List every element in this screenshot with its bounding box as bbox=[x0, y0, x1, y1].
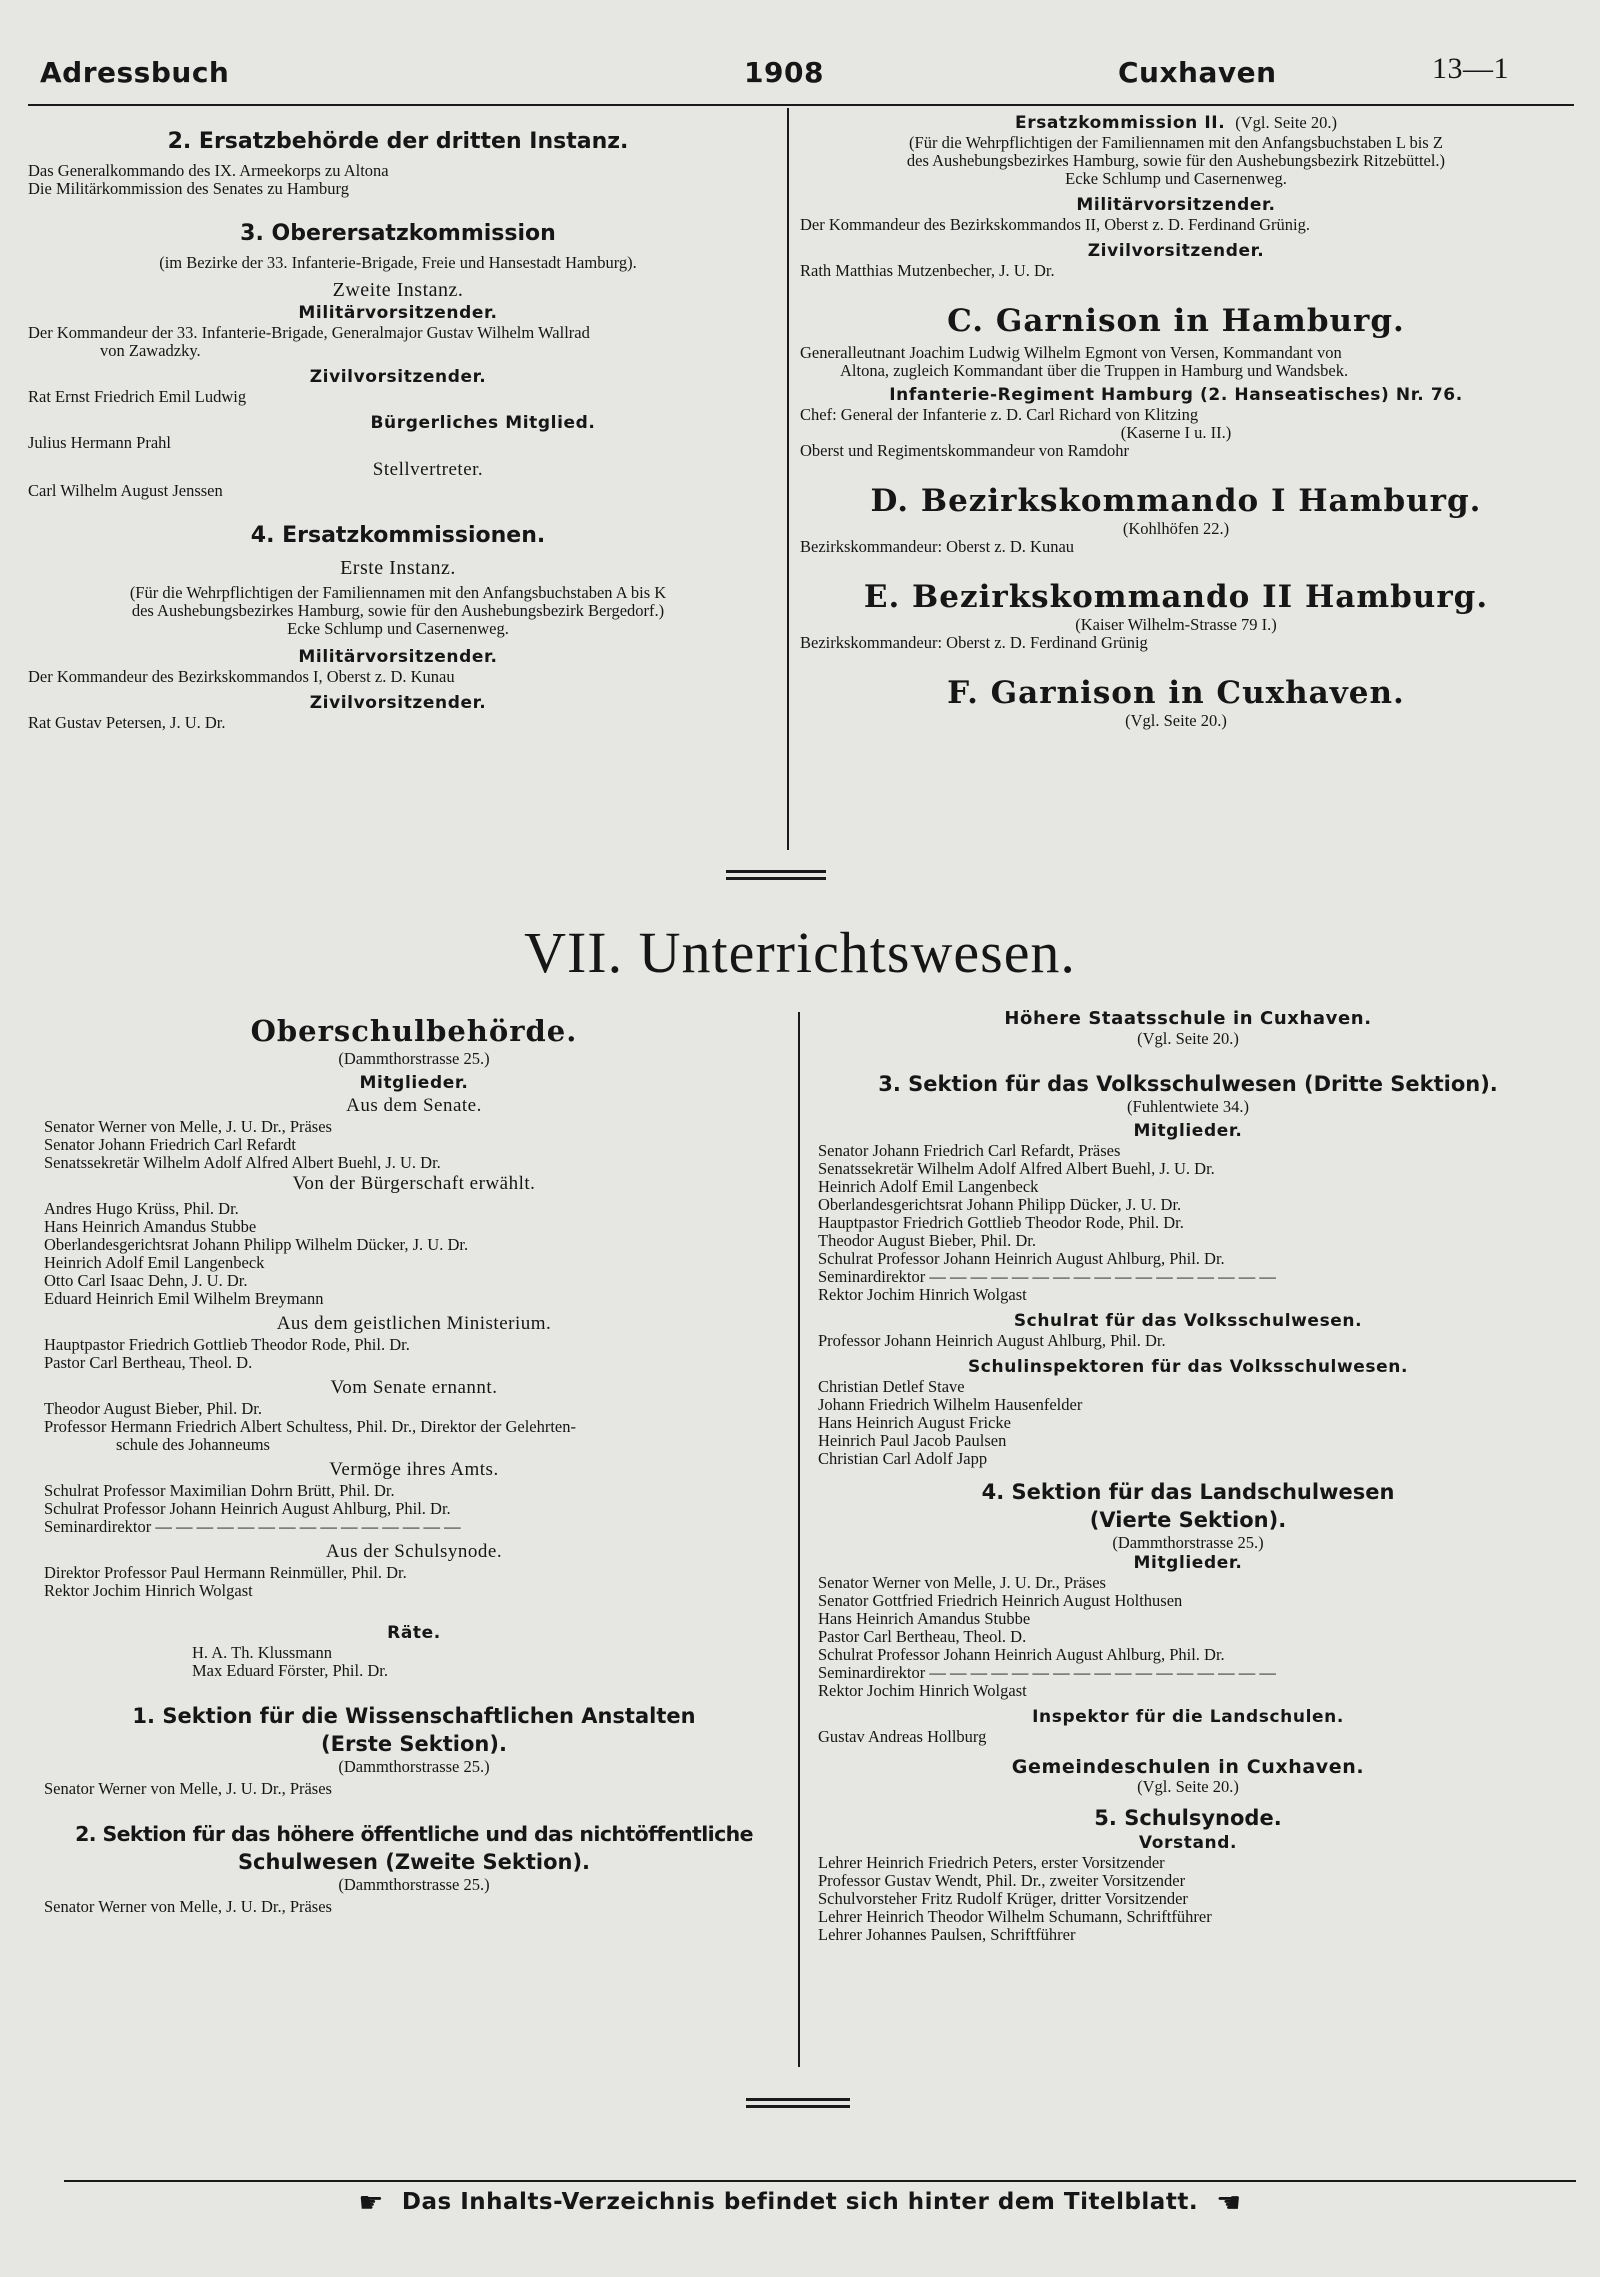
text-line: (im Bezirke der 33. Infanterie-Brigade, Freie und Hansestadt Hamburg). bbox=[159, 253, 637, 272]
list-item: Lehrer Heinrich Friedrich Peters, erster Vorsitzender bbox=[818, 1853, 1165, 1872]
list-item: Otto Carl Isaac Dehn, J. U. Dr. bbox=[44, 1271, 248, 1290]
list-item: Seminardirektor — — — — — — — — — — — — — — — — — bbox=[818, 1663, 1276, 1682]
address: (Dammthorstrasse 25.) bbox=[338, 1875, 490, 1894]
list-item: Professor Johann Heinrich August Ahlburg, Phil. Dr. bbox=[818, 1331, 1166, 1350]
section-title: 2. Ersatzbehörde der dritten Instanz. bbox=[167, 129, 629, 154]
text-line: Bezirkskommandeur: Oberst z. D. Kunau bbox=[800, 537, 1075, 556]
section-title: Ersatzkommission II. bbox=[1015, 113, 1226, 133]
list-item: Theodor August Bieber, Phil. Dr. bbox=[44, 1399, 262, 1418]
column-divider-bottom bbox=[798, 1012, 800, 2067]
subheading: Aus dem Senate. bbox=[346, 1095, 482, 1116]
subheading: Vom Senate ernannt. bbox=[330, 1377, 498, 1398]
list-item: Schulvorsteher Fritz Rudolf Krüger, dritter Vorsitzender bbox=[818, 1889, 1188, 1908]
text-line: Altona, zugleich Kommandant über die Truppen in Hamburg und Wandsbek. bbox=[840, 361, 1349, 380]
text-line: des Aushebungsbezirkes Hamburg, sowie für den Aushebungsbezirk Ritzebüttel.) bbox=[906, 151, 1446, 170]
list-item: Schulrat Professor Johann Heinrich August Ahlburg, Phil. Dr. bbox=[818, 1645, 1225, 1664]
top-left-column bbox=[28, 128, 768, 732]
list-item: Senator Werner von Melle, J. U. Dr., Präses bbox=[44, 1117, 332, 1136]
text-line: Rat Gustav Petersen, J. U. Dr. bbox=[28, 713, 226, 732]
section-title: 3. Oberersatzkommission bbox=[240, 221, 556, 246]
list-item: Pastor Carl Bertheau, Theol. D. bbox=[818, 1627, 1027, 1646]
text-line: Rath Matthias Mutzenbecher, J. U. Dr. bbox=[800, 261, 1055, 280]
list-item: Rektor Jochim Hinrich Wolgast bbox=[818, 1285, 1027, 1304]
section-title: Höhere Staatsschule in Cuxhaven. bbox=[1004, 1008, 1372, 1029]
text-line: von Zawadzky. bbox=[100, 341, 201, 360]
pointing-hand-left-icon: ☚ bbox=[1216, 2186, 1242, 2219]
list-item: Seminardirektor — — — — — — — — — — — — — — — bbox=[44, 1517, 461, 1536]
role-label: Militärvorsitzender. bbox=[1076, 195, 1276, 215]
regiment-label: Infanterie-Regiment Hamburg (2. Hanseatisches) Nr. 76. bbox=[889, 385, 1463, 405]
page-reference: (Vgl. Seite 20.) bbox=[1137, 1029, 1239, 1048]
list-item: Professor Hermann Friedrich Albert Schultess, Phil. Dr., Direktor der Gelehrten- bbox=[44, 1417, 577, 1436]
section-title: 5. Schulsynode. bbox=[1094, 1806, 1282, 1830]
list-item: Eduard Heinrich Emil Wilhelm Breymann bbox=[44, 1289, 324, 1308]
text-line: Das Generalkommando des IX. Armeekorps zu Altona bbox=[28, 161, 389, 180]
text-line: Generalleutnant Joachim Ludwig Wilhelm Egmont von Versen, Kommandant von bbox=[800, 343, 1342, 362]
header-year: 1908 bbox=[744, 56, 824, 89]
list-item: Hans Heinrich August Fricke bbox=[818, 1413, 1011, 1432]
list-item: Senatssekretär Wilhelm Adolf Alfred Albert Buehl, J. U. Dr. bbox=[44, 1153, 441, 1172]
text-line: Carl Wilhelm August Jenssen bbox=[28, 481, 223, 500]
role-label: Mitglieder. bbox=[1133, 1121, 1243, 1141]
text-line: Der Kommandeur des Bezirkskommandos II, Oberst z. D. Ferdinand Grünig. bbox=[800, 215, 1311, 234]
section-title: Schulwesen (Zweite Sektion). bbox=[237, 1850, 591, 1874]
list-item: Heinrich Paul Jacob Paulsen bbox=[818, 1431, 1007, 1450]
subheading: Aus der Schulsynode. bbox=[325, 1541, 503, 1562]
list-item: schule des Johanneums bbox=[116, 1435, 270, 1454]
bottom-right-column bbox=[818, 1008, 1558, 1944]
address: (Kaiser Wilhelm-Strasse 79 I.) bbox=[1075, 615, 1277, 634]
top-right-column bbox=[800, 112, 1552, 730]
list-item: Christian Carl Adolf Japp bbox=[818, 1449, 988, 1468]
section-title: 4. Ersatzkommissionen. bbox=[250, 523, 546, 548]
role-label: Schulrat für das Volksschulwesen. bbox=[1013, 1311, 1363, 1331]
section-title: (Erste Sektion). bbox=[321, 1732, 507, 1756]
role-label: Zivilvorsitzender. bbox=[1087, 241, 1265, 261]
role-label: Zivilvorsitzender. bbox=[309, 693, 487, 713]
footer-rule bbox=[64, 2180, 1576, 2182]
text-line: Julius Hermann Prahl bbox=[28, 433, 171, 452]
address: (Dammthorstrasse 25.) bbox=[338, 1049, 490, 1068]
section-title: (Vierte Sektion). bbox=[1089, 1508, 1287, 1532]
subheading: Aus dem geistlichen Ministerium. bbox=[276, 1313, 552, 1334]
list-item: Andres Hugo Krüss, Phil. Dr. bbox=[44, 1199, 239, 1218]
list-item: Senatssekretär Wilhelm Adolf Alfred Albert Buehl, J. U. Dr. bbox=[818, 1159, 1215, 1178]
address: (Dammthorstrasse 25.) bbox=[338, 1757, 490, 1776]
text-line: Rat Ernst Friedrich Emil Ludwig bbox=[28, 387, 247, 406]
section-heading: F. Garnison in Cuxhaven. bbox=[947, 675, 1405, 711]
list-item: Seminardirektor — — — — — — — — — — — — — — — — — bbox=[818, 1267, 1276, 1286]
page-reference: (Vgl. Seite 20.) bbox=[1235, 113, 1337, 132]
role-label: Vorstand. bbox=[1138, 1833, 1238, 1853]
text-line: Ecke Schlump und Casernenweg. bbox=[287, 619, 509, 638]
list-item: Rektor Jochim Hinrich Wolgast bbox=[44, 1581, 253, 1600]
role-label: Mitglieder. bbox=[1133, 1553, 1243, 1573]
subheading: Stellvertreter. bbox=[372, 459, 484, 480]
footer-note bbox=[0, 2186, 1600, 2219]
role-label: Bürgerliches Mitglied. bbox=[370, 413, 596, 433]
pointing-hand-right-icon: ☛ bbox=[358, 2186, 384, 2219]
text-line: (Für die Wehrpflichtigen der Familiennamen mit den Anfangsbuchstaben L bis Z bbox=[909, 133, 1443, 152]
list-item: Gustav Andreas Hollburg bbox=[818, 1727, 987, 1746]
list-item: Senator Johann Friedrich Carl Refardt bbox=[44, 1135, 297, 1154]
list-item: Pastor Carl Bertheau, Theol. D. bbox=[44, 1353, 253, 1372]
text-line: Chef: General der Infanterie z. D. Carl Richard von Klitzing bbox=[800, 405, 1199, 424]
list-item: Lehrer Heinrich Theodor Wilhelm Schumann, Schriftführer bbox=[818, 1907, 1212, 1926]
role-label: Zivilvorsitzender. bbox=[309, 367, 487, 387]
section-heading: E. Bezirkskommando II Hamburg. bbox=[863, 579, 1489, 615]
role-label: Schulinspektoren für das Volksschulwesen. bbox=[967, 1357, 1409, 1377]
list-item: Direktor Professor Paul Hermann Reinmüller, Phil. Dr. bbox=[44, 1563, 407, 1582]
separator-rule bbox=[726, 870, 826, 873]
list-item: Schulrat Professor Johann Heinrich August Ahlburg, Phil. Dr. bbox=[818, 1249, 1225, 1268]
role-label: Mitglieder. bbox=[359, 1073, 469, 1093]
text-line: Oberst und Regimentskommandeur von Ramdohr bbox=[800, 441, 1130, 460]
section-heading: Oberschulbehörde. bbox=[250, 1014, 578, 1048]
list-item: Senator Werner von Melle, J. U. Dr., Präses bbox=[44, 1897, 332, 1916]
list-item: H. A. Th. Klussmann bbox=[192, 1643, 332, 1662]
subheading: Von der Bürgerschaft erwählt. bbox=[292, 1173, 536, 1194]
section-title: Gemeindeschulen in Cuxhaven. bbox=[1011, 1756, 1365, 1778]
separator-rule bbox=[726, 877, 826, 880]
column-divider-top bbox=[787, 108, 789, 850]
page-reference: (Vgl. Seite 20.) bbox=[1125, 711, 1227, 730]
section-title: 3. Sektion für das Volksschulwesen (Dritte Sektion). bbox=[878, 1072, 1498, 1096]
separator-rule bbox=[746, 2098, 850, 2101]
list-item: Professor Gustav Wendt, Phil. Dr., zweiter Vorsitzender bbox=[818, 1871, 1186, 1890]
list-item: Rektor Jochim Hinrich Wolgast bbox=[818, 1681, 1027, 1700]
section-title: 2. Sektion für das höhere öffentliche und das nichtöffentliche bbox=[75, 1822, 753, 1846]
list-item: Senator Gottfried Friedrich Heinrich August Holthusen bbox=[818, 1591, 1183, 1610]
list-item: Senator Johann Friedrich Carl Refardt, Präses bbox=[818, 1141, 1121, 1160]
text-line: Die Militärkommission des Senates zu Hamburg bbox=[28, 179, 349, 198]
list-item: Hans Heinrich Amandus Stubbe bbox=[818, 1609, 1031, 1628]
footer-text: Das Inhalts-Verzeichnis befindet sich hinter dem Titelblatt. bbox=[401, 2189, 1199, 2215]
list-item: Christian Detlef Stave bbox=[818, 1377, 965, 1396]
list-item: Hauptpastor Friedrich Gottlieb Theodor Rode, Phil. Dr. bbox=[44, 1335, 410, 1354]
list-item: Oberlandesgerichtsrat Johann Philipp Dücker, J. U. Dr. bbox=[818, 1195, 1182, 1214]
role-label: Militärvorsitzender. bbox=[298, 647, 498, 667]
section-heading: D. Bezirkskommando I Hamburg. bbox=[870, 483, 1482, 519]
text-line: Der Kommandeur des Bezirkskommandos I, Oberst z. D. Kunau bbox=[28, 667, 455, 686]
list-item: Heinrich Adolf Emil Langenbeck bbox=[818, 1177, 1039, 1196]
list-item: Schulrat Professor Johann Heinrich August Ahlburg, Phil. Dr. bbox=[44, 1499, 451, 1518]
list-item: Lehrer Johannes Paulsen, Schriftführer bbox=[818, 1925, 1076, 1944]
text-line: Der Kommandeur der 33. Infanterie-Brigade, Generalmajor Gustav Wilhelm Wallrad bbox=[28, 323, 590, 342]
list-item: Oberlandesgerichtsrat Johann Philipp Wilhelm Dücker, J. U. Dr. bbox=[44, 1235, 469, 1254]
text-line: Bezirkskommandeur: Oberst z. D. Ferdinand Grünig bbox=[800, 633, 1148, 652]
text-line: (Kaserne I u. II.) bbox=[1120, 423, 1232, 442]
subheading: Zweite Instanz. bbox=[332, 279, 464, 301]
role-label: Inspektor für die Landschulen. bbox=[1032, 1707, 1344, 1727]
list-item: Max Eduard Förster, Phil. Dr. bbox=[192, 1661, 388, 1680]
bottom-left-column bbox=[44, 1012, 784, 1916]
subheading: Vermöge ihres Amts. bbox=[329, 1459, 499, 1480]
text-line: des Aushebungsbezirkes Hamburg, sowie für den Aushebungsbezirk Bergedorf.) bbox=[131, 601, 665, 620]
header-book-title: Adressbuch bbox=[40, 56, 230, 89]
list-item: Theodor August Bieber, Phil. Dr. bbox=[818, 1231, 1036, 1250]
section-title: 1. Sektion für die Wissenschaftlichen Anstalten bbox=[132, 1704, 696, 1728]
header-rule bbox=[28, 104, 1574, 106]
header-city: Cuxhaven bbox=[1118, 56, 1277, 89]
header-page-number: 13—1 bbox=[1432, 52, 1509, 85]
list-item: Schulrat Professor Maximilian Dohrn Brütt, Phil. Dr. bbox=[44, 1481, 395, 1500]
chapter-title: VII. Unterrichtswesen. bbox=[524, 920, 1076, 985]
list-item: Senator Werner von Melle, J. U. Dr., Präses bbox=[44, 1779, 332, 1798]
list-item: Heinrich Adolf Emil Langenbeck bbox=[44, 1253, 265, 1272]
section-title: 4. Sektion für das Landschulwesen bbox=[981, 1480, 1395, 1504]
section-heading: C. Garnison in Hamburg. bbox=[947, 303, 1405, 339]
page-reference: (Vgl. Seite 20.) bbox=[1137, 1777, 1239, 1796]
list-item: Hans Heinrich Amandus Stubbe bbox=[44, 1217, 257, 1236]
list-item: Johann Friedrich Wilhelm Hausenfelder bbox=[818, 1395, 1083, 1414]
text-line: (Für die Wehrpflichtigen der Familiennamen mit den Anfangsbuchstaben A bis K bbox=[129, 583, 667, 602]
role-label: Räte. bbox=[387, 1623, 441, 1643]
separator-rule bbox=[746, 2105, 850, 2108]
address: (Dammthorstrasse 25.) bbox=[1112, 1533, 1264, 1552]
address: (Fuhlentwiete 34.) bbox=[1127, 1097, 1249, 1116]
list-item: Hauptpastor Friedrich Gottlieb Theodor Rode, Phil. Dr. bbox=[818, 1213, 1184, 1232]
address: (Kohlhöfen 22.) bbox=[1122, 519, 1230, 538]
text-line: Ecke Schlump und Casernenweg. bbox=[1065, 169, 1287, 188]
subheading: Erste Instanz. bbox=[340, 557, 456, 579]
role-label: Militärvorsitzender. bbox=[298, 303, 498, 323]
list-item: Senator Werner von Melle, J. U. Dr., Präses bbox=[818, 1573, 1106, 1592]
